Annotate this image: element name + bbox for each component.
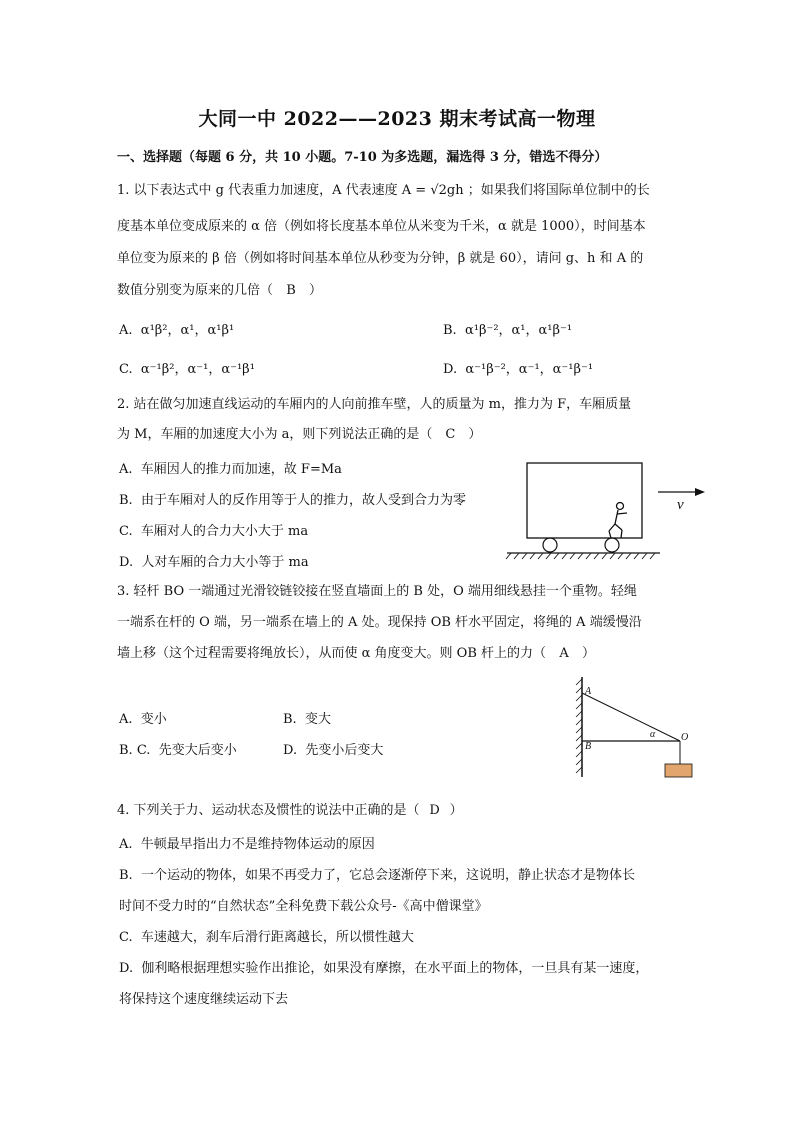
q2-answer: C xyxy=(445,427,456,442)
q4-option-d-1: D. 伽利略根据理想实验作出推论，如果没有摩擦，在水平面上的物体，一旦具有某一速度， xyxy=(119,961,649,976)
q1-option-b: B. α¹β⁻²，α¹，α¹β⁻¹ xyxy=(443,323,573,338)
q2-text-1: 站在做匀加速直线运动的车厢内的人向前推车壁，人的质量为 m，推力为 F，车厢质量 xyxy=(133,397,632,412)
q2-option-c-text: 车厢对人的合力大小大于 ma xyxy=(140,524,309,539)
q2-option-a-text: 车厢因人的推力而加速，故 F=Ma xyxy=(140,462,342,477)
q2-text-2: 为 M，车厢的加速度大小为 a，则下列说法正确的是（ xyxy=(117,427,433,442)
q3-option-a: A. 变小 xyxy=(119,712,167,727)
car-wheel-left xyxy=(543,538,557,552)
exam-title: 大同一中 2022——2023 期末考试高一物理 xyxy=(198,108,596,130)
q4-option-b-1: B. 一个运动的物体，如果不再受力了，它总会逐渐停下来，这说明，静止状态才是物体长 xyxy=(119,868,635,883)
label-b: B xyxy=(585,741,592,752)
q3-answer: A xyxy=(559,646,569,661)
q3-close-paren: ） xyxy=(582,646,596,661)
q4-number: 4. xyxy=(117,803,130,818)
q1-option-c-text: α⁻¹β²，α⁻¹，α⁻¹β¹ xyxy=(140,362,255,377)
q3-option-d: D. 先变小后变大 xyxy=(283,743,384,758)
label-alpha: α xyxy=(650,729,656,740)
q3-option-c-text: 先变大后变小 xyxy=(158,743,237,758)
car-body xyxy=(527,463,642,538)
q2-line-1 xyxy=(117,396,631,414)
section-heading: 一、选择题（每题 6 分，共 10 小题。7-10 为多选题，漏选得 3 分，错选不得分） xyxy=(117,150,608,165)
person-figure xyxy=(609,503,627,539)
q2-option-b: B. 由于车厢对人的反作用等于人的推力，故人受到合力为零 xyxy=(119,493,466,508)
q4-text-1: 下列关于力、运动状态及惯性的说法中正确的是（ xyxy=(133,803,420,818)
q3-option-c: B. C. 先变大后变小 xyxy=(119,743,237,758)
q1-option-d-text: α⁻¹β⁻²，α⁻¹，α⁻¹β⁻¹ xyxy=(465,362,594,377)
q3-number: 3. xyxy=(117,584,130,599)
q1-option-d: D. α⁻¹β⁻²，α⁻¹，α⁻¹β⁻¹ xyxy=(443,362,594,377)
q4-option-d-text-1: 伽利略根据理想实验作出推论，如果没有摩擦，在水平面上的物体，一旦具有某一速度， xyxy=(141,961,649,976)
q3-option-c-prefix: B. xyxy=(119,743,133,758)
q4-option-c-text: 车速越大，刹车后滑行距离越长，所以惯性越大 xyxy=(140,930,414,945)
velocity-label: v xyxy=(677,497,684,513)
q3-option-d-text: 先变小后变大 xyxy=(305,743,384,758)
q1-number: 1. xyxy=(117,183,130,198)
q1-option-a-text: α¹β²，α¹，α¹β¹ xyxy=(140,323,235,338)
q1-answer: B xyxy=(286,283,296,298)
q4-option-b-text-1: 一个运动的物体，如果不再受力了，它总会逐渐停下来，这说明，静止状态才是物体长 xyxy=(140,868,635,883)
q4-answer: D xyxy=(429,803,440,818)
q3-option-a-text: 变小 xyxy=(140,712,167,727)
wall-hatch xyxy=(576,679,582,773)
q4-option-b-2: 时间不受力时的“自然状态”全科免费下载公众号-《高中僧课堂》 xyxy=(119,899,488,914)
q4-line-1 xyxy=(117,802,463,820)
q1-option-c: C. α⁻¹β²，α⁻¹，α⁻¹β¹ xyxy=(119,362,255,377)
q1-text-4: 数值分别变为原来的几倍（ xyxy=(117,283,274,298)
q1-line-2: 度基本单位变成原来的 α 倍（例如将长度基本单位从米变为千米，α 就是 1000），时间基本 xyxy=(117,219,646,234)
q2-option-a: A. 车厢因人的推力而加速，故 F=Ma xyxy=(119,462,342,477)
q2-option-b-text: 由于车厢对人的反作用等于人的推力，故人受到合力为零 xyxy=(140,493,466,508)
q2-line-2 xyxy=(117,426,481,444)
q3-text-3: 墙上移（这个过程需要将绳放长），从而使 α 角度变大。则 OB 杆上的力（ xyxy=(117,646,547,661)
label-a: A xyxy=(585,686,592,697)
q1-line-4 xyxy=(117,282,322,300)
q2-number: 2. xyxy=(117,397,130,412)
q4-option-c: C. 车速越大，刹车后滑行距离越长，所以惯性越大 xyxy=(119,930,414,945)
q2-figure-train-car xyxy=(505,458,705,568)
q2-close-paren: ） xyxy=(468,427,482,442)
q3-line-3 xyxy=(117,645,595,663)
q2-option-d-text: 人对车厢的合力大小等于 ma xyxy=(141,555,309,570)
car-wheel-right xyxy=(605,538,619,552)
q4-option-a: A. 牛顿最早指出力不是维持物体运动的原因 xyxy=(119,837,375,852)
label-o: O xyxy=(681,732,689,743)
rope-ao xyxy=(582,693,680,741)
q1-text-1: 以下表达式中 g 代表重力加速度，A 代表速度 A = √2gh ；如果我们将国际单位制中的长 xyxy=(133,183,650,198)
q2-option-c: C. 车厢对人的合力大小大于 ma xyxy=(119,524,309,539)
q1-close-paren: ） xyxy=(309,283,323,298)
q4-close-paren: ） xyxy=(449,803,463,818)
q3-line-1 xyxy=(117,583,637,601)
q3-text-1: 轻杆 BO 一端通过光滑铰链铰接在竖直墙面上的 B 处，O 端用细线悬挂一个重物。轻绳 xyxy=(133,584,637,599)
ground-hatch xyxy=(506,553,655,559)
q3-figure-rod-wall xyxy=(568,675,708,785)
q3-option-b-text: 变大 xyxy=(304,712,331,727)
q3-option-b: B. 变大 xyxy=(283,712,331,727)
q1-line-1 xyxy=(117,182,650,200)
q1-option-b-text: α¹β⁻²，α¹，α¹β⁻¹ xyxy=(464,323,573,338)
q1-option-a: A. α¹β²，α¹，α¹β¹ xyxy=(119,323,235,338)
weight-block xyxy=(665,764,692,777)
q4-option-d-2: 将保持这个速度继续运动下去 xyxy=(119,992,289,1007)
q3-line-2: 一端系在杆的 O 端，另一端系在墙上的 A 处。现保持 OB 杆水平固定，将绳的 A 端缓慢沿 xyxy=(117,615,642,630)
q2-option-d: D. 人对车厢的合力大小等于 ma xyxy=(119,555,309,570)
velocity-arrow-head xyxy=(695,488,705,496)
q4-option-a-text: 牛顿最早指出力不是维持物体运动的原因 xyxy=(140,837,375,852)
q1-line-3: 单位变为原来的 β 倍（例如将时间基本单位从秒变为分钟，β 就是 60），请问 g、h 和 A 的 xyxy=(117,251,644,266)
